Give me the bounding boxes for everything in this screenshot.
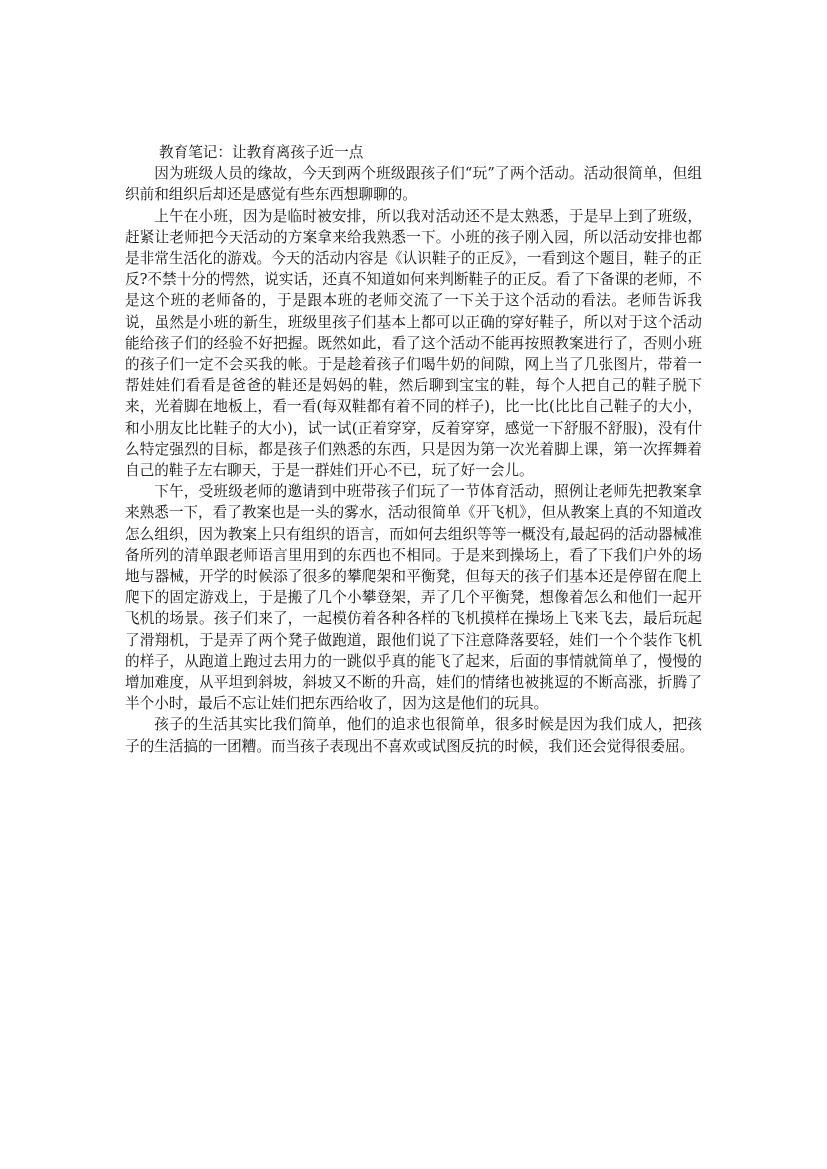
paragraph-2: 上午在小班，因为是临时被安排，所以我对活动还不是太熟悉，于是早上到了班级，赶紧让老师把今天活动的方案拿来给我熟悉一下。小班的孩子刚入园，所以活动安排也都是非常生活化的游戏。今天的活动内容是《认识鞋子的正反》，一看到这个题目，鞋子的正反?不禁十分的愕然，说实话，还真不知道如何来判断鞋子的正反。看了下备课的老师，不是这个班的老师备的，于是跟本班的老师交流了一下关于这个活动的看法。老师告诉我说，虽然是小班的新生，班级里孩子们基本上都可以正确的穿好鞋子，所以对于这个活动能给孩子们的经验不好把握。既然如此，看了这个活动不能再按照教案进行了，否则小班的孩子们一定不会买我的帐。于是趁着孩子们喝牛奶的间隙，网上当了几张图片，带着一帮娃娃们看看是爸爸的鞋还是妈妈的鞋，然后聊到宝宝的鞋，每个人把自己的鞋子脱下来，光着脚在地板上，看一看(每双鞋都有着不同的样子)，比一比(比比自己鞋子的大小，和小朋友比比鞋子的大小)，试一试(正着穿穿，反着穿穿，感觉一下舒服不舒服)，没有什么特定强烈的目标，都是孩子们熟悉的东西，只是因为第一次光着脚上课，第一次挥舞着自己的鞋子左右聊天，于是一群娃们开心不已，玩了好一会儿。 [125,207,702,480]
paragraph-4: 孩子的生活其实比我们简单，他们的追求也很简单，很多时候是因为我们成人，把孩子的生活搞的一团糟。而当孩子表现出不喜欢或试图反抗的时候，我们还会觉得很委屈。 [125,716,702,755]
paragraph-3: 下午，受班级老师的邀请到中班带孩子们玩了一节体育活动，照例让老师先把教案拿来熟悉一下，看了教案也是一头的雾水，活动很简单《开飞机》，但从教案上真的不知道改怎么组织，因为教案上只有组织的语言，而如何去组织等等一概没有,最起码的活动器械准备所列的清单跟老师语言里用到的东西也不相同。于是来到操场上，看了下我们户外的场地与器械，开学的时候添了很多的攀爬架和平衡凳，但每天的孩子们基本还是停留在爬上爬下的固定游戏上，于是搬了几个小攀登架，弄了几个平衡凳，想像着怎么和他们一起开飞机的场景。孩子们来了，一起模仿着各种各样的飞机摸样在操场上飞来飞去，最后玩起了滑翔机，于是弄了两个凳子做跑道，跟他们说了下注意降落要轻，娃们一个个装作飞机的样子，从跑道上跑过去用力的一跳似乎真的能飞了起来，后面的事情就简单了，慢慢的增加难度，从平坦到斜坡，斜坡又不断的升高，娃们的情绪也被挑逗的不断高涨，折腾了半个小时，最后不忘让娃们把东西给收了，因为这是他们的玩具。 [125,483,702,713]
document-body [125,142,702,757]
paragraph-1: 因为班级人员的缘故，今天到两个班级跟孩子们“玩”了两个活动。活动很简单，但组织前和组织后却还是感觉有些东西想聊聊的。 [125,165,702,204]
document-title: 教育笔记：让教育离孩子近一点 [159,144,364,161]
